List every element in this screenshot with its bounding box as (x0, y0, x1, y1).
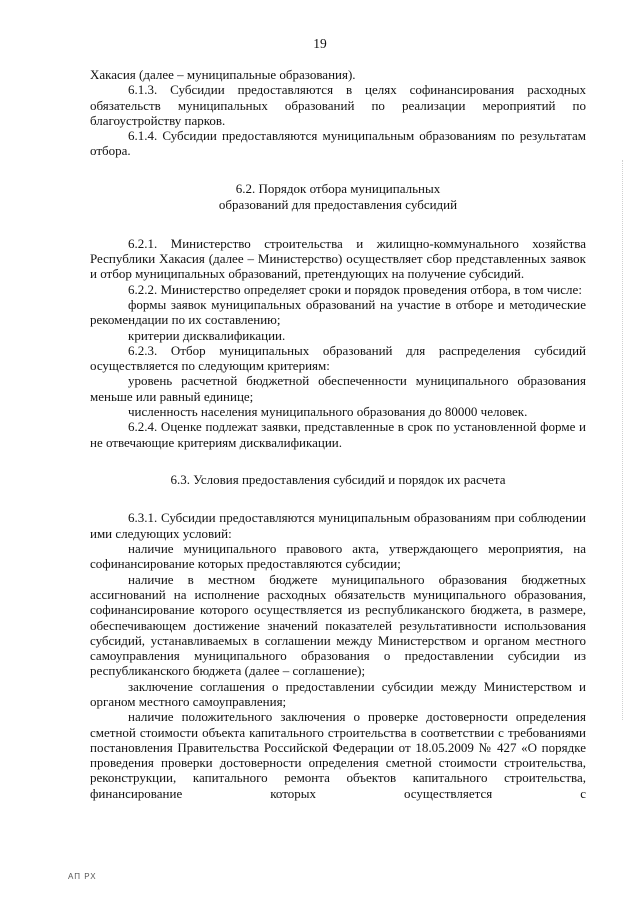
paragraph-6-3-1: 6.3.1. Субсидии предоставляются муниципальным образованиям при соблюдении ими следующих условий: (90, 510, 586, 541)
page-number: 19 (313, 36, 327, 51)
scan-edge-marks (622, 160, 625, 720)
paragraph-6-2-1: 6.2.1. Министерство строительства и жилищно-коммунального хозяйства Республики Хакасия (далее – Министерство) осуществляет сбор представленных заявок и отбор муниципальных образований, претендующих на получение субсидий. (90, 235, 586, 282)
list-item-6-3-1-b: наличие в местном бюджете муниципального образования бюджетных ассигнований на исполнение расходных обязательств муниципального образования, софинансирование которого осуществляется из республиканского бюджета, в размере, обеспечивающем достижение значений показателей результативности использования субсидий, устанавливаемых в соглашении между Министерством и органом местного самоуправления муниципального образования о предоставлении субсидии из республиканского бюджета (далее – соглашение); (90, 571, 586, 679)
paragraph-6-1-4: 6.1.4. Субсидии предоставляются муниципальным образованиям по результатам отбора. (90, 128, 586, 159)
paragraph-6-1-3: 6.1.3. Субсидии предоставляются в целях софинансирования расходных обязательств муниципальных образований по реализации мероприятий по благоустройству парков. (90, 82, 586, 128)
document-body (90, 67, 586, 801)
list-item-6-2-2-b: критерии дисквалификации. (128, 327, 286, 343)
paragraph-6-2-2: 6.2.2. Министерство определяет сроки и порядок проведения отбора, в том числе: (128, 281, 582, 297)
section-heading-6-2 (90, 181, 586, 214)
section-heading-6-3: 6.3. Условия предоставления субсидий и порядок их расчета (170, 471, 506, 487)
list-item-6-2-2-a: формы заявок муниципальных образований на участие в отборе и методические рекомендации по их составлению; (90, 296, 586, 328)
footer-mark: АП РХ (68, 872, 97, 881)
section-heading-6-2-line-2: образований для предоставления субсидий (218, 197, 458, 213)
section-heading-6-2-line-1: 6.2. Порядок отбора муниципальных (235, 180, 441, 196)
list-item-6-2-3-b: численность населения муниципального образования до 80000 человек. (128, 404, 528, 420)
list-item-6-3-1-d: наличие положительного заключения о проверке достоверности определения сметной стоимости объекта капитального строительства в соответствии с требованиями постановления Правительства Российской Федерации от 18.05.2009 № 427 «О порядке проведения проверки достоверности определения сметной стоимости строительства, реконструкции, капитального ремонта объектов капитального строительства, финансирование которых осуществляется с (90, 709, 586, 801)
list-item-6-3-1-c: заключение соглашения о предоставлении субсидии между Министерством и органом местного самоуправления; (90, 678, 586, 709)
paragraph-6-2-3: 6.2.3. Отбор муниципальных образований для распределения субсидий осуществляется по следующим критериям: (90, 342, 586, 374)
paragraph-continuation: Хакасия (далее – муниципальные образования). (90, 67, 356, 82)
list-item-6-3-1-a: наличие муниципального правового акта, утверждающего мероприятия, на софинансирование которых предоставляются субсидии; (90, 541, 586, 572)
paragraph-6-2-4: 6.2.4. Оценке подлежат заявки, представленные в срок по установленной форме и не отвечающие критериям дисквалификации. (90, 419, 586, 450)
list-item-6-2-3-a: уровень расчетной бюджетной обеспеченности муниципального образования меньше или равный единице; (90, 373, 586, 404)
